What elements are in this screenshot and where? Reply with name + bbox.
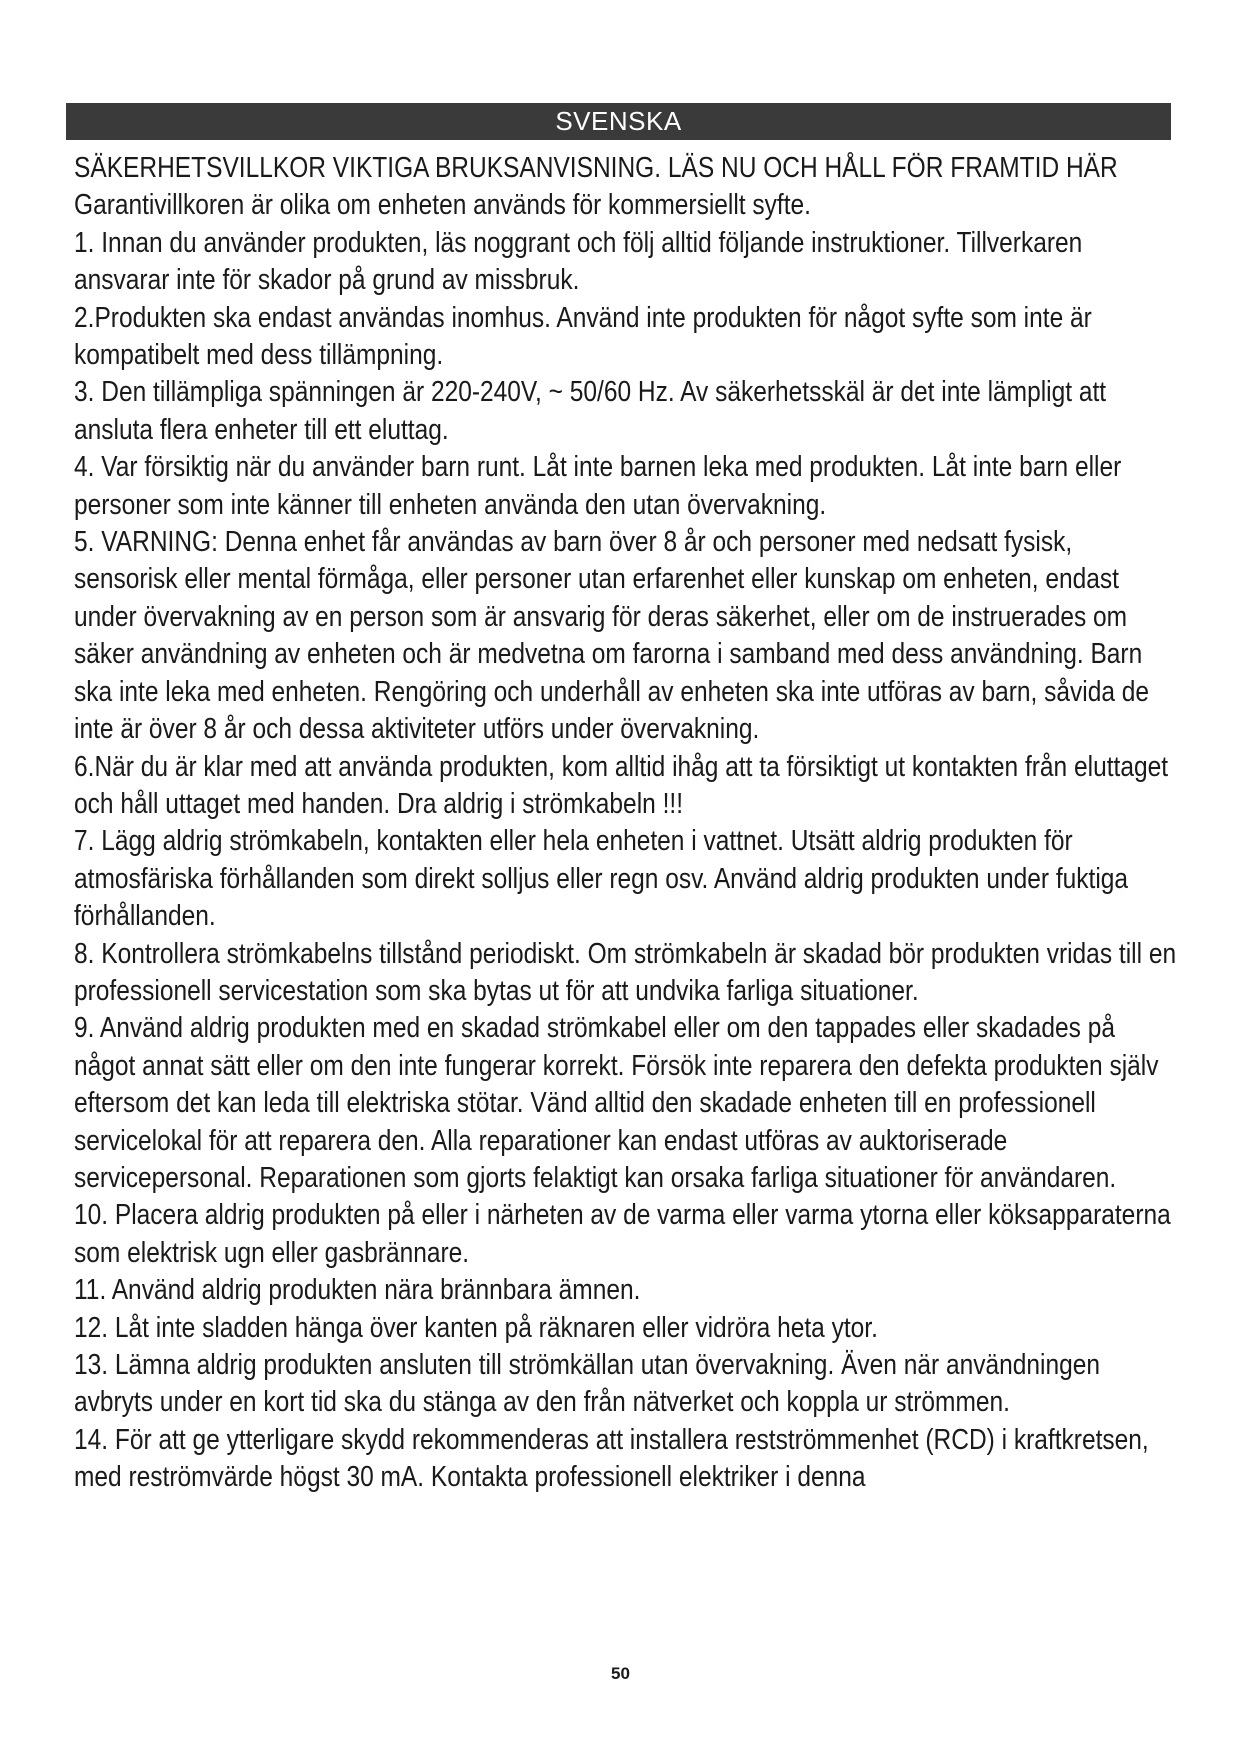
- paragraph-1: 1. Innan du använder produkten, läs noggrant och följ alltid följande instruktioner. Tillverkaren ansvarar inte för skador på grund av missbruk.: [74, 226, 1083, 297]
- language-header-bar: [66, 103, 1171, 140]
- paragraph-3: 3. Den tillämpliga spänningen är 220-240V, ~ 50/60 Hz. Av säkerhetsskäl är det inte lämpligt att ansluta flera enheter till ett eluttag.: [74, 376, 1107, 446]
- paragraph-14: 14. För att ge ytterligare skydd rekommenderas att installera restströmmenhet (RCD) i kraftkretsen, med reströmvärde högst 30 mA. Kontakta professionell elektriker i denna: [74, 1423, 1149, 1494]
- paragraph-7: 7. Lägg aldrig strömkabeln, kontakten eller hela enheten i vattnet. Utsätt aldrig produkten för atmosfäriska förhållanden som direkt solljus eller regn osv. Använd aldrig produkten under fuktiga förhållanden.: [74, 825, 1129, 933]
- document-title: SÄKERHETSVILLKOR VIKTIGA BRUKSANVISNING. LÄS NU OCH HÅLL FÖR FRAMTID HÄR: [74, 152, 1118, 184]
- paragraph-11: 11. Använd aldrig produkten nära brännbara ämnen.: [74, 1274, 641, 1307]
- language-label: SVENSKA: [555, 106, 682, 136]
- paragraph-9: 9. Använd aldrig produkten med en skadad strömkabel eller om den tappades eller skadades på något annat sätt eller om den inte fungerar korrekt. Försök inte reparera den defekta produkten själv eftersom det kan leda till elektriska stötar. Vänd alltid den skadade enheten till en professionell servicelokal för att reparera den. Alla reparationer kan endast utföras av auktoriserade servicepersonal. Reparationen som gjorts felaktigt kan orsaka farliga situationer för användaren.: [74, 1012, 1159, 1194]
- paragraph-4: 4. Var försiktig när du använder barn runt. Låt inte barnen leka med produkten. Låt inte barn eller personer som inte känner till enheten använda den utan övervakning.: [74, 451, 1122, 521]
- page-number: 50: [611, 1664, 630, 1683]
- paragraph-10: 10. Placera aldrig produkten på eller i närheten av de varma eller varma ytorna eller köksapparaterna som elektrisk ugn eller gasbrännare.: [74, 1199, 1171, 1269]
- paragraph-8: 8. Kontrollera strömkabelns tillstånd periodiskt. Om strömkabeln är skadad bör produkten vridas till en professionell servicestation som ska bytas ut för att undvika farliga situationer.: [74, 937, 1177, 1007]
- paragraph-warranty: Garantivillkoren är olika om enheten används för kommersiellt syfte.: [74, 189, 811, 222]
- paragraph-5: 5. VARNING: Denna enhet får användas av barn över 8 år och personer med nedsatt fysisk, sensorisk eller mental förmåga, eller personer utan erfarenhet eller kunskap om enheten, endast under övervakning av en person som är ansvarig för deras säkerhet, eller om de instruerades om säker användning av enheten och är medvetna om farorna i samband med dess användning. Barn ska inte leka med enheten. Rengöring och underhåll av enheten ska inte utföras av barn, såvida de inte är över 8 år och dessa aktiviteter utförs under övervakning.: [74, 526, 1150, 746]
- paragraph-13: 13. Lämna aldrig produkten ansluten till strömkällan utan övervakning. Även när användningen avbryts under en kort tid ska du stänga av den från nätverket och koppla ur strömmen.: [74, 1349, 1100, 1419]
- paragraph-6: 6.När du är klar med att använda produkten, kom alltid ihåg att ta försiktigt ut kontakten från eluttaget och håll uttaget med handen. Dra aldrig i strömkabeln !!!: [74, 750, 1169, 820]
- document-body: [74, 150, 1179, 1497]
- paragraph-2: 2.Produkten ska endast användas inomhus. Använd inte produkten för något syfte som inte är kompatibelt med dess tillämpning.: [74, 301, 1092, 372]
- paragraph-12: 12. Låt inte sladden hänga över kanten på räknaren eller vidröra heta ytor.: [74, 1311, 878, 1344]
